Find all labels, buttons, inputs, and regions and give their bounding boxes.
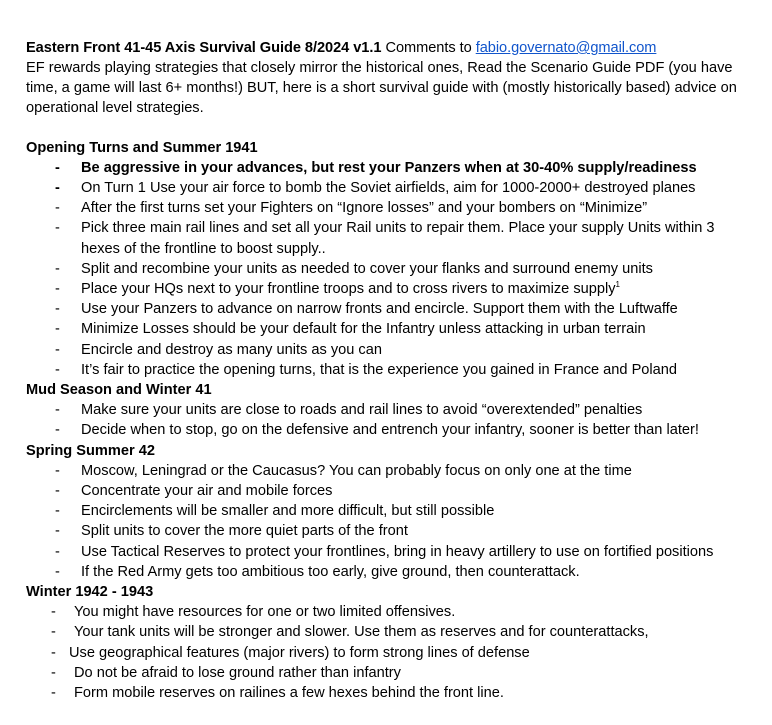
list-item-text: Do not be afraid to lose ground rather than infantry (74, 664, 401, 681)
list-item (26, 158, 741, 178)
list-item-text: Form mobile reserves on railines a few hexes behind the front line. (74, 685, 504, 702)
list-item-text: Use geographical features (major rivers) to form strong lines of defense (69, 644, 530, 661)
bullet-dash-icon: - (51, 624, 56, 641)
email-link[interactable]: fabio.governato@gmail.com (475, 40, 657, 56)
blank-line (26, 119, 766, 138)
list-item-text: After the first turns set your Fighters on “Ignore losses” and your bombers on “Minimize” (81, 200, 648, 217)
list-item (26, 299, 741, 319)
list-item (26, 218, 741, 258)
bullet-dash-icon: - (55, 321, 60, 338)
bullet-dash-icon: - (55, 281, 60, 298)
list-item (26, 481, 741, 501)
section-heading-opening-turns: Opening Turns and Summer 1941 (26, 139, 258, 156)
section-list-spring-summer-42 (26, 461, 766, 582)
list-item (26, 319, 741, 339)
section-heading-mud-season: Mud Season and Winter 41 (26, 382, 212, 399)
bullet-dash-icon: - (51, 664, 56, 681)
list-item-text: Be aggressive in your advances, but rest your Panzers when at 30-40% supply/readiness (81, 159, 697, 176)
list-item-text: It’s fair to practice the opening turns, that is the experience you gained in France and Poland (81, 361, 678, 378)
bullet-dash-icon: - (55, 180, 60, 197)
list-item-text: Place your HQs next to your frontline troops and to cross rivers to maximize supply (81, 281, 616, 298)
bullet-dash-icon: - (55, 402, 60, 419)
document-page (26, 38, 766, 703)
list-item (26, 663, 734, 683)
list-item-text: Your tank units will be stronger and slower. Use them as reserves and for counterattacks, (74, 624, 649, 641)
list-item (26, 461, 741, 481)
list-item (26, 542, 741, 562)
footnote-marker[interactable]: 1 (615, 280, 620, 290)
intro-paragraph: EF rewards playing strategies that closely mirror the historical ones, Read the Scenario Guide PDF (you have time, a game will last 6+ months!) BUT, here is a short survival guide with (mostly historically based) advice on operational level strategies. (26, 60, 737, 117)
bullet-dash-icon: - (55, 220, 60, 237)
section-list-opening-turns (26, 158, 766, 380)
list-item-text: Encircle and destroy as many units as you can (81, 341, 382, 358)
bullet-dash-icon: - (55, 483, 60, 500)
list-item (26, 279, 741, 299)
bullet-dash-icon: - (55, 260, 60, 277)
list-item-text: Minimize Losses should be your default for the Infantry unless attacking in urban terrain (81, 321, 646, 338)
list-item-text: Use your Panzers to advance on narrow fronts and encircle. Support them with the Luftwaffe (81, 301, 678, 318)
bullet-dash-icon: - (51, 685, 56, 702)
list-item (26, 683, 734, 703)
list-item (26, 602, 734, 622)
bullet-dash-icon: - (55, 159, 60, 176)
list-item-text: On Turn 1 Use your air force to bomb the Soviet airfields, aim for 1000-2000+ destroyed planes (81, 180, 696, 197)
bullet-dash-icon: - (55, 422, 60, 439)
list-item-text: You might have resources for one or two limited offensives. (74, 604, 456, 621)
list-item (26, 259, 741, 279)
bullet-dash-icon: - (55, 200, 60, 217)
list-item (26, 643, 729, 663)
list-item-text: Split units to cover the more quiet parts of the front (81, 523, 408, 540)
list-item (26, 400, 741, 420)
list-item-text: If the Red Army gets too ambitious too early, give ground, then counterattack. (81, 563, 580, 580)
bullet-dash-icon: - (55, 503, 60, 520)
section-list-winter-42-43 (26, 602, 766, 703)
list-item (26, 521, 741, 541)
list-item (26, 178, 741, 198)
list-item-text: Moscow, Leningrad or the Caucasus? You can probably focus on only one at the time (81, 462, 632, 479)
bullet-dash-icon: - (55, 341, 60, 358)
list-item-text: Decide when to stop, go on the defensive and entrench your infantry, sooner is better than later! (81, 422, 699, 439)
bullet-dash-icon: - (51, 604, 56, 621)
bullet-dash-icon: - (55, 523, 60, 540)
title-line (26, 38, 766, 58)
comments-prefix: Comments to (381, 40, 476, 56)
list-item-text: Split and recombine your units as needed to cover your flanks and surround enemy units (81, 260, 653, 277)
list-item (26, 360, 741, 380)
section-heading-winter-42-43: Winter 1942 - 1943 (26, 584, 154, 601)
section-heading-spring-summer-42: Spring Summer 42 (26, 442, 155, 459)
bullet-dash-icon: - (55, 543, 60, 560)
bullet-dash-icon: - (55, 301, 60, 318)
list-item-text: Concentrate your air and mobile forces (81, 483, 333, 500)
list-item (26, 340, 741, 360)
list-item (26, 420, 741, 440)
list-item (26, 622, 734, 642)
list-item-text: Encirclements will be smaller and more difficult, but still possible (81, 503, 495, 520)
list-item-text: Pick three main rail lines and set all your Rail units to repair them. Place your supply Units within 3 hexes of the frontline to boost supply.. (81, 220, 715, 257)
list-item-text: Make sure your units are close to roads and rail lines to avoid “overextended” penalties (81, 402, 643, 419)
list-item (26, 198, 741, 218)
list-item (26, 562, 741, 582)
list-item-text: Use Tactical Reserves to protect your frontlines, bring in heavy artillery to use on fortified positions (81, 543, 714, 560)
section-list-mud-season (26, 400, 766, 440)
bullet-dash-icon: - (51, 644, 56, 661)
bullet-dash-icon: - (55, 563, 60, 580)
bullet-dash-icon: - (55, 361, 60, 378)
document-title: Eastern Front 41-45 Axis Survival Guide 8/2024 v1.1 (26, 40, 382, 56)
list-item (26, 501, 741, 521)
bullet-dash-icon: - (55, 462, 60, 479)
